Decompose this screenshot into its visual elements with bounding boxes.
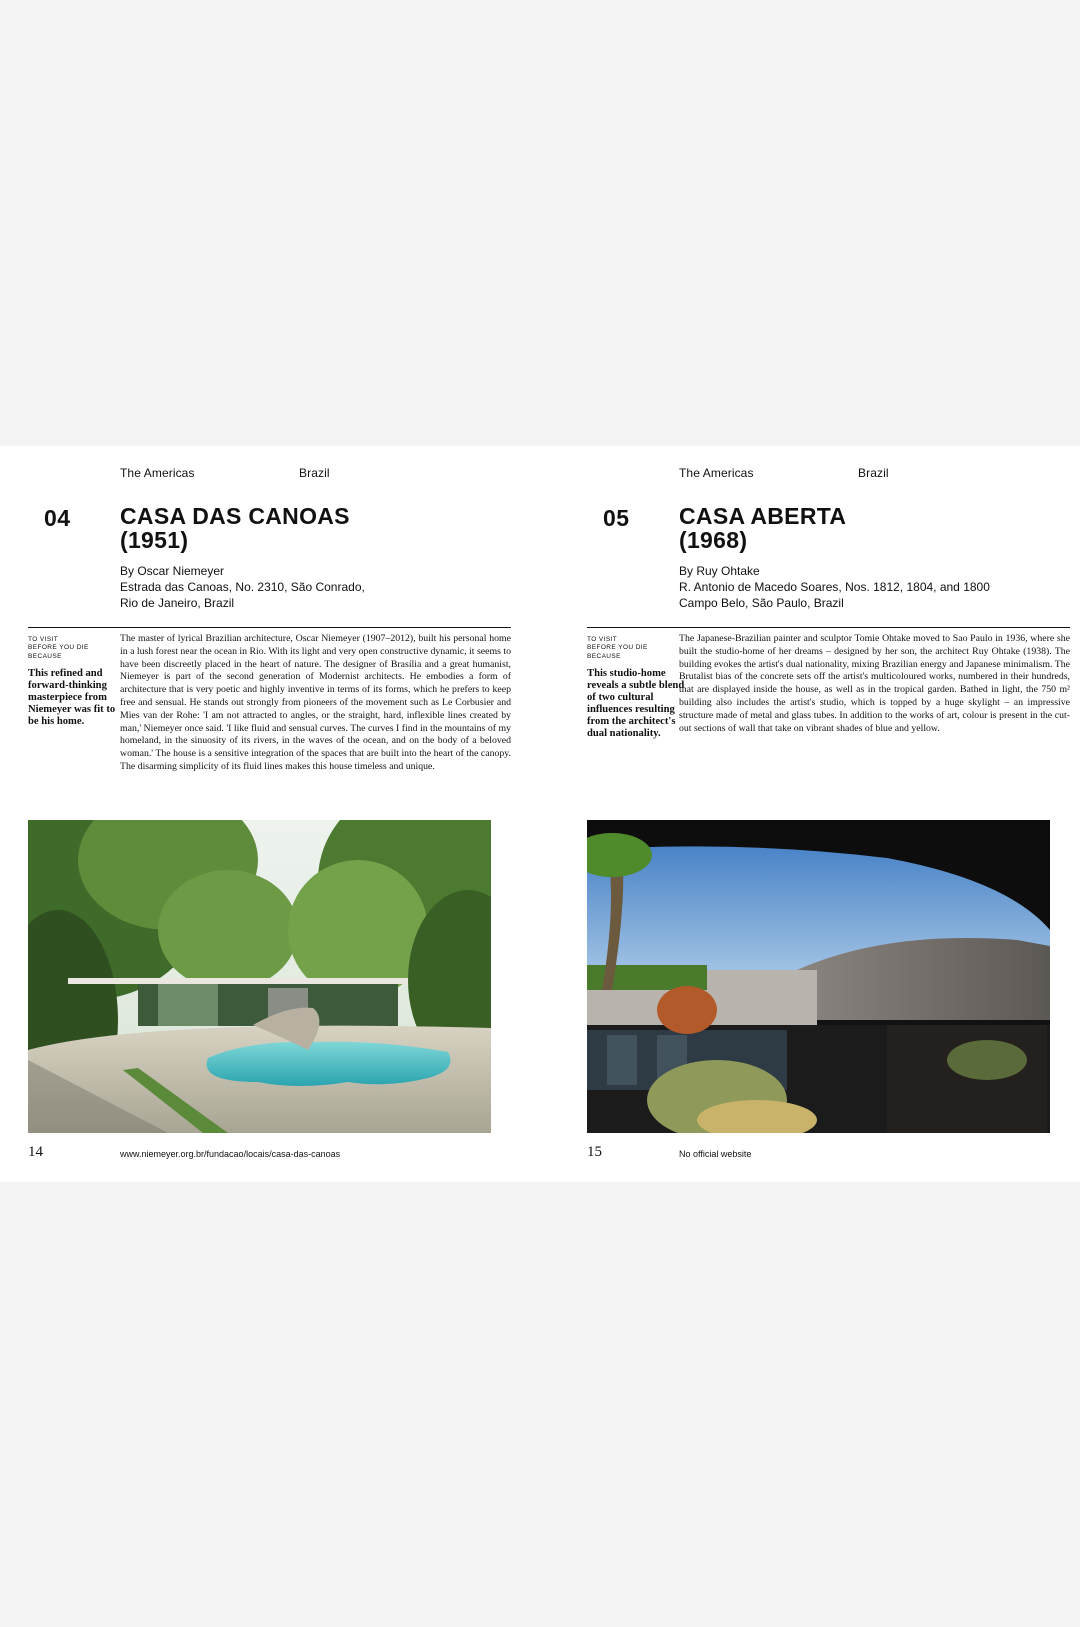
page-number: 14 — [28, 1144, 43, 1160]
pool-house-image — [28, 820, 491, 1133]
address-line-1: Estrada das Canoas, No. 2310, São Conrado, — [120, 580, 365, 594]
website-note: No official website — [679, 1149, 752, 1159]
courtyard-image — [587, 820, 1050, 1133]
body-text: The Japanese-Brazilian painter and sculptor Tomie Ohtake moved to Sao Paulo in 1936, where she built the studio-home of her dreams – designed by her son, the architect Ruy Ohtake (1938). The building evokes the artist's dual nationality, mixing Brazilian energy and Japanese minimalism. The Brutalist bias of the concrete sets off the artist's multicoloured works, numbered in their hundreds, that are displayed inside the house, as well as in the tropical garden. Bathed in light, the 750 m² building also includes the artist's studio, which is topped by a huge skylight – an impressive structure made of metal and glass tubes. In addition to the works of art, colour is present in the cut-out sections of wall that take on vibrant shades of blue and yellow. — [679, 633, 1070, 734]
address-line-1: R. Antonio de Macedo Soares, Nos. 1812, 1804, and 1800 — [679, 580, 990, 594]
entry-number: 04 — [44, 505, 71, 531]
architect: By Ruy Ohtake — [679, 564, 760, 578]
entry-number: 05 — [603, 505, 630, 531]
to-visit-label — [587, 636, 693, 661]
body-rule — [120, 627, 511, 628]
to-visit-line-1: TO VISIT — [587, 636, 618, 643]
book-spread — [0, 446, 1080, 1182]
sidebar-rule — [587, 627, 693, 628]
left-page — [0, 446, 540, 1182]
casa-das-canoas-photo — [28, 820, 491, 1133]
address-line-2: Campo Belo, São Paulo, Brazil — [679, 596, 844, 610]
sidebar-rule — [28, 627, 134, 628]
entry-meta — [679, 563, 1079, 611]
body-rule — [679, 627, 1070, 628]
page-number: 15 — [587, 1144, 602, 1160]
website-link[interactable]: www.niemeyer.org.br/fundacao/locais/casa-das-canoas — [120, 1149, 341, 1159]
because-text: This studio-home reveals a subtle blend of two cultural influences resulting from the architect's dual nationality. — [587, 668, 685, 740]
because-text: This refined and forward-thinking masterpiece from Niemeyer was fit to be his home. — [28, 668, 116, 728]
right-page — [559, 446, 1080, 1182]
casa-aberta-photo — [587, 820, 1050, 1133]
entry-title — [679, 504, 1079, 552]
region-label: The Americas — [120, 466, 195, 480]
to-visit-line-2: BEFORE YOU DIE — [28, 644, 89, 652]
body-text: The master of lyrical Brazilian architecture, Oscar Niemeyer (1907–2012), built his personal home in a lush forest near the ocean in Rio. With its light and very open constructive dynamic, it seems to have been discreetly placed in the heart of nature. The designer of Brasília and a great humanist, Niemeyer is part of the second generation of Modernist architects. He embodies a form of architecture that is very poetic and highly inventive in terms of its forms, which he prefers to keep free and sensual. He stands out strongly from pioneers of the movement such as Le Corbusier and Mies van der Rohe: 'I am not attracted to angles, or the straight, hard, inflexible lines created by man,' Niemeyer once said. 'I like fluid and sensual curves. The curves I find in the mountains of my homeland, in the sinuosity of its rivers, in the waves of the ocean, and on the body of a beloved woman.' The house is a sensitive integration of the spaces that are built into the heart of the canopy. The disarming simplicity of its fluid lines makes this house timeless and unique. — [120, 633, 511, 772]
to-visit-line-2: BEFORE YOU DIE — [587, 644, 648, 652]
country-label: Brazil — [299, 466, 330, 480]
to-visit-label — [28, 636, 134, 661]
entry-title — [120, 504, 520, 552]
to-visit-line-1: TO VISIT — [28, 636, 59, 643]
title-line-1: CASA ABERTA — [679, 503, 847, 529]
entry-meta — [120, 563, 520, 611]
title-line-2: (1968) — [679, 527, 748, 553]
title-line-1: CASA DAS CANOAS — [120, 503, 350, 529]
architect: By Oscar Niemeyer — [120, 564, 225, 578]
to-visit-line-3: BECAUSE — [587, 652, 621, 660]
to-visit-line-3: BECAUSE — [28, 652, 62, 660]
region-label: The Americas — [679, 466, 754, 480]
title-line-2: (1951) — [120, 527, 189, 553]
address-line-2: Rio de Janeiro, Brazil — [120, 596, 235, 610]
country-label: Brazil — [858, 466, 889, 480]
